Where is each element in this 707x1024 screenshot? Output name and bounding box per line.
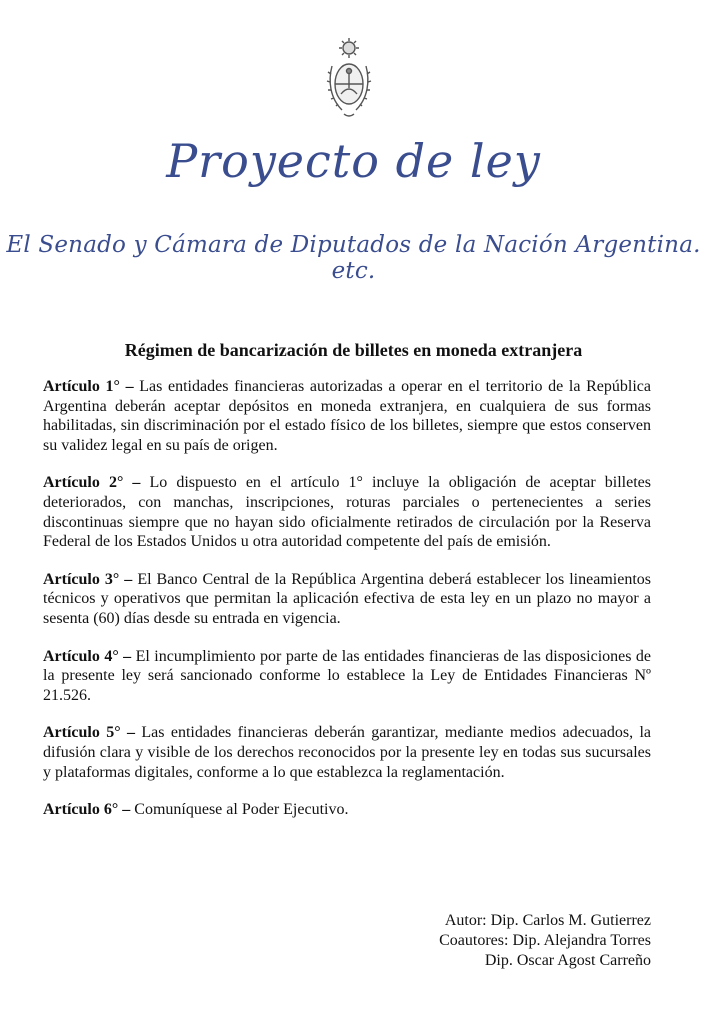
article-label: Artículo 5° –	[43, 724, 136, 742]
article-text: Lo dispuesto en el artículo 1° incluye la obligación de aceptar billetes deteriorados, con manchas, inscripciones, roturas parciales o pertenecientes a series discontinuas siempre que no hayan sido oficialmente retirados de circulación por la Reserva Federal de los Estados Unidos u otra autoridad competente del país de emisión.	[43, 474, 652, 551]
article-text: Las entidades financieras autorizadas a operar en el territorio de la República Argentina deberán aceptar depósitos en moneda extranjera, en cualquiera de sus formas habilitadas, sin discriminación por el estado físico de los billetes, siempre que estos conserven su validez legal en su país de origen.	[43, 378, 652, 454]
document-subtitle: El Senado y Cámara de Diputados de la Nación Argentina. etc.	[6, 232, 701, 284]
article-label: Artículo 2° –	[43, 474, 141, 492]
coauthors-line: Coautores: Dip. Alejandra Torres	[439, 932, 651, 949]
article-1	[43, 377, 651, 455]
article-label: Artículo 3° –	[43, 570, 133, 588]
law-title: Régimen de bancarización de billetes en moneda extranjera	[124, 340, 583, 360]
article-2	[43, 473, 651, 551]
authors-block	[439, 911, 651, 971]
article-3	[43, 570, 651, 629]
article-5	[43, 723, 651, 782]
argentina-coat-of-arms-icon	[326, 36, 372, 118]
author-line: Autor: Dip. Carlos M. Gutierrez	[444, 912, 651, 929]
articles-list	[43, 377, 651, 838]
article-label: Artículo 4° –	[43, 647, 132, 665]
article-text: Comuníquese al Poder Ejecutivo.	[134, 801, 349, 819]
article-text: El incumplimiento por parte de las entidades financieras de las disposiciones de la presente ley será sancionado conforme lo establece la Ley de Entidades Financieras Nº 21.526.	[43, 647, 652, 704]
article-label: Artículo 1° –	[43, 378, 134, 395]
article-text: Las entidades financieras deberán garantizar, mediante medios adecuados, la difusión clara y visible de los derechos reconocidos por la presente ley en todas sus sucursales y plataformas digitales, conforme a lo que establezca la reglamentación.	[43, 724, 652, 781]
article-6	[43, 800, 651, 820]
article-4	[43, 647, 651, 706]
document-title: Proyecto de ley	[166, 134, 541, 188]
coauthors-line-2: Dip. Oscar Agost Carreño	[484, 952, 651, 969]
article-text: El Banco Central de la República Argentina deberá establecer los lineamientos técnicos y operativos que permitan la aplicación efectiva de esta ley en un plazo no mayor a sesenta (60) días desde su entrada en vigencia.	[43, 570, 651, 627]
article-label: Artículo 6° –	[43, 801, 131, 819]
